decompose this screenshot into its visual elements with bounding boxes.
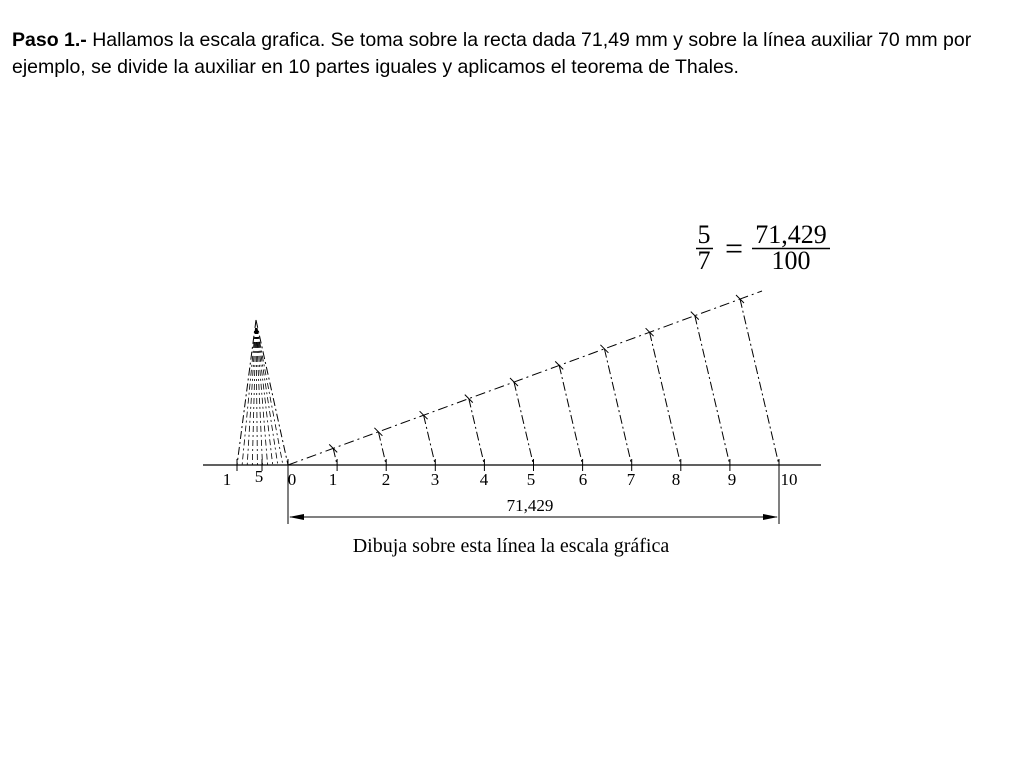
projection-line-3 (424, 415, 436, 465)
projection-line-6 (559, 365, 582, 465)
auxiliary-mark-3 (420, 411, 428, 419)
formula-equals-sign: = (724, 230, 744, 266)
scale-label-10: 10 (780, 470, 798, 489)
auxiliary-mark-4 (465, 395, 473, 403)
scale-label-5: 5 (526, 470, 536, 489)
scale-label-2: 2 (381, 470, 391, 489)
auxiliary-line (288, 291, 762, 465)
auxiliary-mark-5 (510, 378, 518, 386)
scale-formula (696, 220, 830, 275)
back-scale-hatch-line-7 (257, 328, 273, 465)
projection-line-9 (695, 316, 730, 465)
scale-label-4: 4 (479, 470, 489, 489)
scale-label-0: 0 (287, 470, 297, 489)
auxiliary-mark-7 (600, 345, 608, 353)
scale-label-1: 1 (328, 470, 338, 489)
formula-left-denominator: 7 (697, 246, 711, 275)
scale-label-3: 3 (430, 470, 440, 489)
back-scale-hatch-line-4 (256, 328, 257, 465)
scale-labels (223, 467, 798, 489)
dimension-value: 71,429 (506, 496, 554, 515)
projection-line-4 (469, 399, 485, 465)
formula-right-denominator: 100 (771, 246, 811, 275)
scale-label-7: 7 (626, 470, 636, 489)
auxiliary-mark-2 (374, 428, 382, 436)
scale-label-9: 9 (727, 470, 737, 489)
auxiliary-mark-10 (736, 295, 744, 303)
scale-caption: Dibuja sobre esta línea la escala gráfica (352, 535, 670, 557)
dimension-arrow-left (289, 514, 304, 520)
auxiliary-mark-1 (329, 444, 337, 452)
projection-line-5 (514, 382, 534, 465)
thales-projection-lines (329, 295, 779, 465)
auxiliary-mark-9 (691, 312, 699, 320)
back-scale-hatch-line-2 (247, 328, 255, 465)
back-scale-label-5: 5 (254, 467, 264, 486)
back-scale-label-1: 1 (222, 470, 232, 489)
auxiliary-mark-8 (646, 328, 654, 336)
formula-right-numerator: 71,429 (755, 220, 827, 249)
step-description: Hallamos la escala grafica. Se toma sobre la recta dada 71,49 mm y sobre la línea auxiliar 70 mm por ejemplo, se divide la auxiliar en 10 partes iguales y aplicamos el teorema de Thales. (12, 29, 972, 78)
projection-line-8 (650, 332, 681, 465)
back-scale-triangle (237, 320, 288, 465)
projection-line-2 (378, 432, 386, 465)
auxiliary-mark-6 (555, 361, 563, 369)
scale-label-6: 6 (578, 470, 588, 489)
back-scale-right-edge (256, 320, 288, 465)
back-scale-hatch-line-3 (252, 328, 256, 465)
back-scale-hatching (242, 328, 283, 465)
projection-line-7 (604, 349, 631, 465)
step-title: Paso 1.- (12, 29, 87, 51)
projection-line-10 (740, 299, 779, 465)
back-scale-hatch-line-6 (256, 328, 267, 465)
formula-left-numerator: 5 (697, 220, 711, 249)
scale-label-8: 8 (671, 470, 681, 489)
dimension-arrow-right (763, 514, 778, 520)
back-scale-hatch-line-8 (257, 328, 278, 465)
